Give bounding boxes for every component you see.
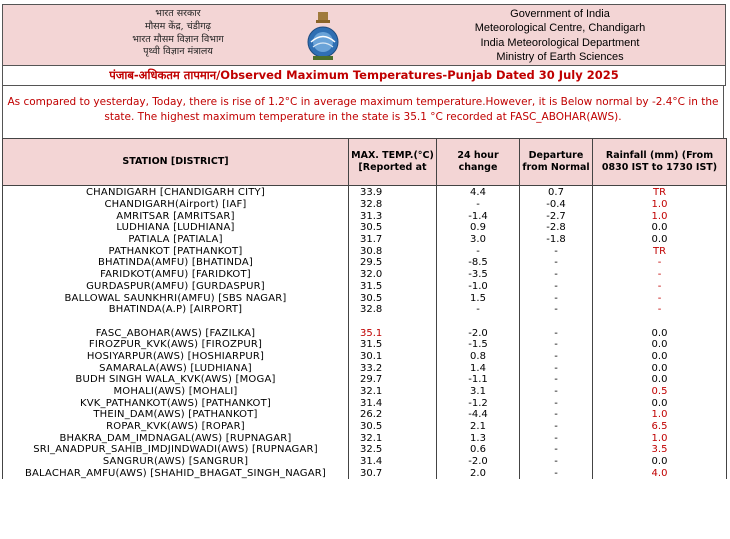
hindi-line: मौसम केंद्र, चंडीगढ़ (145, 20, 211, 32)
change-cell: -1.1 (437, 374, 520, 386)
col-max-temp: MAX. TEMP.(°C) [Reported at (349, 139, 437, 186)
departure-cell: - (520, 339, 593, 351)
max-temp-cell: 29.7 (349, 374, 437, 386)
max-temp-cell: 32.8 (349, 304, 437, 316)
departure-cell: - (520, 281, 593, 293)
col-departure: Departure from Normal (520, 139, 593, 186)
departure-cell: -2.7 (520, 210, 593, 222)
rainfall-cell: 1.0 (593, 199, 727, 211)
departure-cell: -0.4 (520, 199, 593, 211)
station-cell: HOSIYARPUR(AWS) [HOSHIARPUR] (3, 351, 349, 363)
change-cell: 3.0 (437, 234, 520, 246)
rainfall-cell: - (593, 304, 727, 316)
table-row (3, 468, 727, 480)
max-temp-cell: 31.5 (349, 339, 437, 351)
change-cell: -2.0 (437, 456, 520, 468)
rainfall-cell: 0.0 (593, 374, 727, 386)
departure-cell: - (520, 257, 593, 269)
table-row (3, 386, 727, 398)
max-temp-cell: 30.5 (349, 292, 437, 304)
table-row (3, 281, 727, 293)
change-cell: - (437, 199, 520, 211)
imd-emblem-icon (301, 11, 345, 61)
max-temp-cell: 30.7 (349, 468, 437, 480)
rainfall-cell: 0.0 (593, 456, 727, 468)
table-body (3, 186, 727, 480)
station-cell: BHATINDA(AMFU) [BHATINDA] (3, 257, 349, 269)
station-cell: SRI_ANADPUR_SAHIB_IMDJINDWADI(AWS) [RUPNAGAR] (3, 444, 349, 456)
table-row (3, 199, 727, 211)
departure-cell: - (520, 397, 593, 409)
station-cell: SAMARALA(AWS) [LUDHIANA] (3, 362, 349, 374)
max-temp-cell: 26.2 (349, 409, 437, 421)
max-temp-cell: 30.5 (349, 421, 437, 433)
change-cell: 0.8 (437, 351, 520, 363)
english-line: India Meteorological Department (480, 36, 640, 49)
col-24h-change: 24 hour change (437, 139, 520, 186)
change-cell: 2.0 (437, 468, 520, 480)
station-cell: SANGRUR(AWS) [SANGRUR] (3, 456, 349, 468)
rainfall-cell: 1.0 (593, 432, 727, 444)
max-temp-cell: 29.5 (349, 257, 437, 269)
max-temp-cell: 33.2 (349, 362, 437, 374)
change-cell: 4.4 (437, 186, 520, 199)
max-temp-cell: 32.8 (349, 199, 437, 211)
departure-cell: -1.8 (520, 234, 593, 246)
departure-cell: -2.8 (520, 222, 593, 234)
max-temp-cell: 32.5 (349, 444, 437, 456)
table-row (3, 432, 727, 444)
rainfall-cell: 0.0 (593, 222, 727, 234)
station-cell: PATIALA [PATIALA] (3, 234, 349, 246)
change-cell: -1.0 (437, 281, 520, 293)
change-cell: -1.4 (437, 210, 520, 222)
station-cell: KVK_PATHANKOT(AWS) [PATHANKOT] (3, 397, 349, 409)
rainfall-cell: 0.0 (593, 327, 727, 339)
station-cell: PATHANKOT [PATHANKOT] (3, 245, 349, 257)
report-header (2, 4, 726, 66)
table-row (3, 304, 727, 316)
table-row (3, 397, 727, 409)
station-cell: ROPAR_KVK(AWS) [ROPAR] (3, 421, 349, 433)
max-temp-cell: 31.4 (349, 456, 437, 468)
rainfall-cell: - (593, 257, 727, 269)
change-cell: -2.0 (437, 327, 520, 339)
max-temp-cell: 32.0 (349, 269, 437, 281)
change-cell: - (437, 245, 520, 257)
hindi-line: भारत मौसम विज्ञान विभाग (132, 33, 224, 45)
english-line: Ministry of Earth Sciences (496, 51, 624, 64)
departure-cell: - (520, 362, 593, 374)
departure-cell: - (520, 245, 593, 257)
english-line: Government of India (510, 8, 610, 20)
rainfall-cell: 0.0 (593, 362, 727, 374)
departure-cell: - (520, 409, 593, 421)
table-row (3, 339, 727, 351)
change-cell: 1.5 (437, 292, 520, 304)
max-temp-cell: 30.8 (349, 245, 437, 257)
station-cell: BALLOWAL SAUNKHRI(AMFU) [SBS NAGAR] (3, 292, 349, 304)
change-cell: 1.4 (437, 362, 520, 374)
departure-cell: - (520, 444, 593, 456)
rainfall-cell: TR (593, 186, 727, 199)
departure-cell (520, 316, 593, 328)
departure-cell: - (520, 421, 593, 433)
departure-cell: - (520, 327, 593, 339)
col-station: STATION [DISTRICT] (3, 139, 349, 186)
station-cell: MOHALI(AWS) [MOHALI] (3, 386, 349, 398)
change-cell: -8.5 (437, 257, 520, 269)
table-row (3, 210, 727, 222)
rainfall-cell (593, 316, 727, 328)
station-cell: FARIDKOT(AMFU) [FARIDKOT] (3, 269, 349, 281)
departure-cell: - (520, 374, 593, 386)
station-cell: BALACHAR_AMFU(AWS) [SHAHID_BHAGAT_SINGH_NAGAR] (3, 468, 349, 480)
table-row (3, 456, 727, 468)
rainfall-cell: - (593, 292, 727, 304)
table-row (3, 444, 727, 456)
table-row (3, 292, 727, 304)
table-row (3, 186, 727, 199)
station-cell (3, 316, 349, 328)
change-cell: 2.1 (437, 421, 520, 433)
station-cell: FIROZPUR_KVK(AWS) [FIROZPUR] (3, 339, 349, 351)
temperature-table (2, 138, 727, 479)
table-row (3, 374, 727, 386)
change-cell: 3.1 (437, 386, 520, 398)
english-line: Meteorological Centre, Chandigarh (474, 22, 646, 35)
change-cell: 0.9 (437, 222, 520, 234)
departure-cell: - (520, 292, 593, 304)
station-cell: LUDHIANA [LUDHIANA] (3, 222, 349, 234)
station-cell: FASC_ABOHAR(AWS) [FAZILKA] (3, 327, 349, 339)
table-row (3, 245, 727, 257)
departure-cell: - (520, 304, 593, 316)
hindi-line: भारत सरकार (155, 8, 201, 19)
rainfall-cell: 6.5 (593, 421, 727, 433)
max-temp-cell: 31.3 (349, 210, 437, 222)
table-row (3, 234, 727, 246)
station-cell: BHAKRA_DAM_IMDNAGAL(AWS) [RUPNAGAR] (3, 432, 349, 444)
rainfall-cell: 0.5 (593, 386, 727, 398)
max-temp-cell: 32.1 (349, 386, 437, 398)
hindi-org-block (83, 8, 273, 59)
change-cell: -1.2 (437, 397, 520, 409)
report-summary: As compared to yesterday, Today, there is rise of 1.2°C in average maximum temperature.However, it is Below normal by -2.4°C in the state. The highest maximum temperature in the state is 35.1 °C recorded at FASC_ABOHAR(AWS). (2, 86, 724, 138)
rainfall-cell: 4.0 (593, 468, 727, 480)
departure-cell: 0.7 (520, 186, 593, 199)
max-temp-cell: 31.4 (349, 397, 437, 409)
change-cell: 1.3 (437, 432, 520, 444)
departure-cell: - (520, 432, 593, 444)
max-temp-cell: 31.5 (349, 281, 437, 293)
departure-cell: - (520, 468, 593, 480)
table-row (3, 316, 727, 328)
station-cell: THEIN_DAM(AWS) [PATHANKOT] (3, 409, 349, 421)
rainfall-cell: - (593, 269, 727, 281)
table-row (3, 222, 727, 234)
hindi-line: पृथ्वी विज्ञान मंत्रालय (143, 46, 213, 58)
col-rainfall: Rainfall (mm) (From 0830 IST to 1730 IST) (593, 139, 727, 186)
table-row (3, 269, 727, 281)
rainfall-cell: 1.0 (593, 409, 727, 421)
max-temp-cell: 33.9 (349, 186, 437, 199)
rainfall-cell: 0.0 (593, 234, 727, 246)
table-row (3, 362, 727, 374)
change-cell: - (437, 304, 520, 316)
table-row (3, 351, 727, 363)
departure-cell: - (520, 351, 593, 363)
rainfall-cell: 3.5 (593, 444, 727, 456)
station-cell: BUDH SINGH WALA_KVK(AWS) [MOGA] (3, 374, 349, 386)
max-temp-cell: 30.5 (349, 222, 437, 234)
max-temp-cell (349, 316, 437, 328)
rainfall-cell: - (593, 281, 727, 293)
rainfall-cell: 1.0 (593, 210, 727, 222)
max-temp-cell: 31.7 (349, 234, 437, 246)
change-cell (437, 316, 520, 328)
change-cell: 0.6 (437, 444, 520, 456)
change-cell: -3.5 (437, 269, 520, 281)
departure-cell: - (520, 456, 593, 468)
station-cell: GURDASPUR(AMFU) [GURDASPUR] (3, 281, 349, 293)
report-sheet (2, 4, 726, 537)
rainfall-cell: TR (593, 245, 727, 257)
table-row (3, 327, 727, 339)
table-header-row (3, 139, 727, 186)
rainfall-cell: 0.0 (593, 351, 727, 363)
departure-cell: - (520, 386, 593, 398)
station-cell: CHANDIGARH [CHANDIGARH CITY] (3, 186, 349, 199)
change-cell: -1.5 (437, 339, 520, 351)
station-cell: BHATINDA(A.P) [AIRPORT] (3, 304, 349, 316)
max-temp-cell: 35.1 (349, 327, 437, 339)
english-org-block (435, 7, 685, 65)
departure-cell: - (520, 269, 593, 281)
rainfall-cell: 0.0 (593, 339, 727, 351)
change-cell: -4.4 (437, 409, 520, 421)
max-temp-cell: 30.1 (349, 351, 437, 363)
report-title: पंजाब-अधिकतम तापमान/Observed Maximum Temperatures-Punjab Dated 30 July 2025 (2, 66, 726, 86)
rainfall-cell: 0.0 (593, 397, 727, 409)
station-cell: AMRITSAR [AMRITSAR] (3, 210, 349, 222)
max-temp-cell: 32.1 (349, 432, 437, 444)
station-cell: CHANDIGARH(Airport) [IAF] (3, 199, 349, 211)
table-row (3, 409, 727, 421)
table-row (3, 421, 727, 433)
table-row (3, 257, 727, 269)
